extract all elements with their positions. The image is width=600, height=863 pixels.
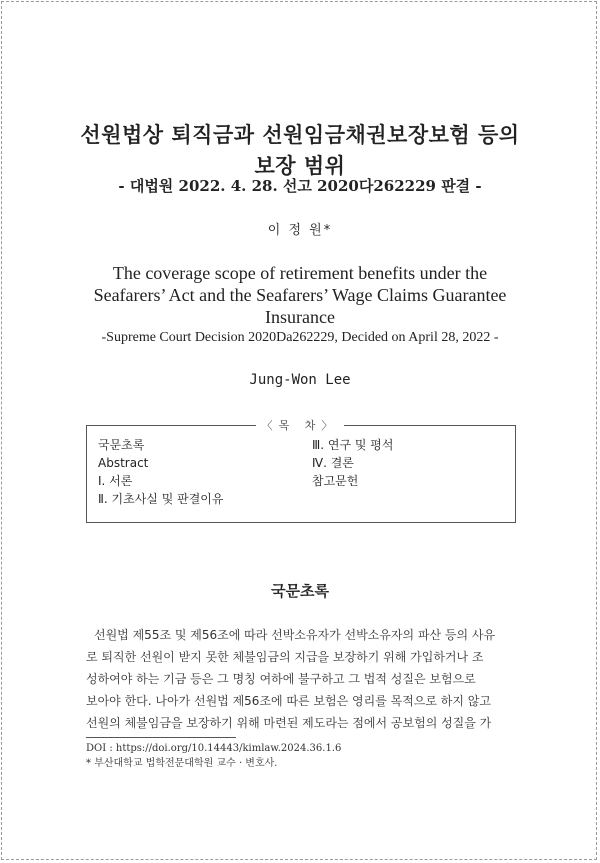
english-title <box>0 262 600 328</box>
abstract-heading: 국문초록 <box>271 582 329 600</box>
abstract-line: 로 퇴직한 선원이 받지 못한 체불임금의 지급을 보장하기 위해 가입하거나 조 <box>86 650 484 664</box>
korean-title-line-1: 선원법상 퇴직금과 선원임금채권보장보험 등의 <box>80 123 520 147</box>
korean-title-line-2: 보장 범위 <box>254 154 346 178</box>
table-of-contents-title <box>0 417 600 433</box>
english-title-line-2: Seafarers’ Act and the Seafarers’ Wage Claims Guarantee <box>93 285 507 305</box>
toc-item[interactable]: Abstract <box>98 456 149 470</box>
korean-subtitle: - 대법원 2022. 4. 28. 선고 2020다262229 판결 - <box>118 177 482 195</box>
korean-author: 이 정 원* <box>267 223 333 238</box>
toc-item[interactable]: Ⅳ. 결론 <box>312 456 354 470</box>
abstract-line: 성하여야 하는 기금 등은 그 명칭 여하에 불구하고 그 법적 성질은 보험으로 <box>86 672 476 686</box>
doi-link[interactable]: DOI : https://doi.org/10.14443/kimlaw.2024.36.1.6 <box>86 743 342 754</box>
abstract-line: 보아야 한다. 나아가 선원법 제56조에 따른 보험은 영리를 목적으로 하지 않고 <box>86 694 491 708</box>
toc-title-text: 〈목 차〉 <box>256 419 345 432</box>
abstract-body <box>86 624 518 734</box>
author-affiliation-footnote: * 부산대학교 법학전문대학원 교수 · 변호사. <box>86 758 278 769</box>
footnote-divider <box>86 737 236 738</box>
toc-item[interactable]: Ⅲ. 연구 및 평석 <box>312 438 394 452</box>
english-title-line-3: Insurance <box>265 307 335 327</box>
toc-item[interactable]: 참고문헌 <box>312 474 359 488</box>
english-author: Jung-Won Lee <box>249 372 351 388</box>
toc-right-column <box>312 436 394 490</box>
abstract-line: 선원의 체불임금을 보장하기 위해 마련된 제도라는 점에서 공보험의 성질을 가 <box>86 716 492 730</box>
toc-item[interactable]: Ⅱ. 기초사실 및 판결이유 <box>98 492 224 506</box>
english-subtitle: -Supreme Court Decision 2020Da262229, Decided on April 28, 2022 - <box>101 330 499 345</box>
korean-title <box>0 120 600 182</box>
toc-item[interactable]: Ⅰ. 서론 <box>98 474 133 488</box>
toc-item[interactable]: 국문초록 <box>98 438 145 452</box>
abstract-line: 선원법 제55조 및 제56조에 따라 선박소유자가 선박소유자의 파산 등의 사유 <box>94 628 496 642</box>
english-title-line-1: The coverage scope of retirement benefits under the <box>112 263 488 283</box>
toc-left-column <box>98 436 224 508</box>
footnotes <box>86 741 341 771</box>
